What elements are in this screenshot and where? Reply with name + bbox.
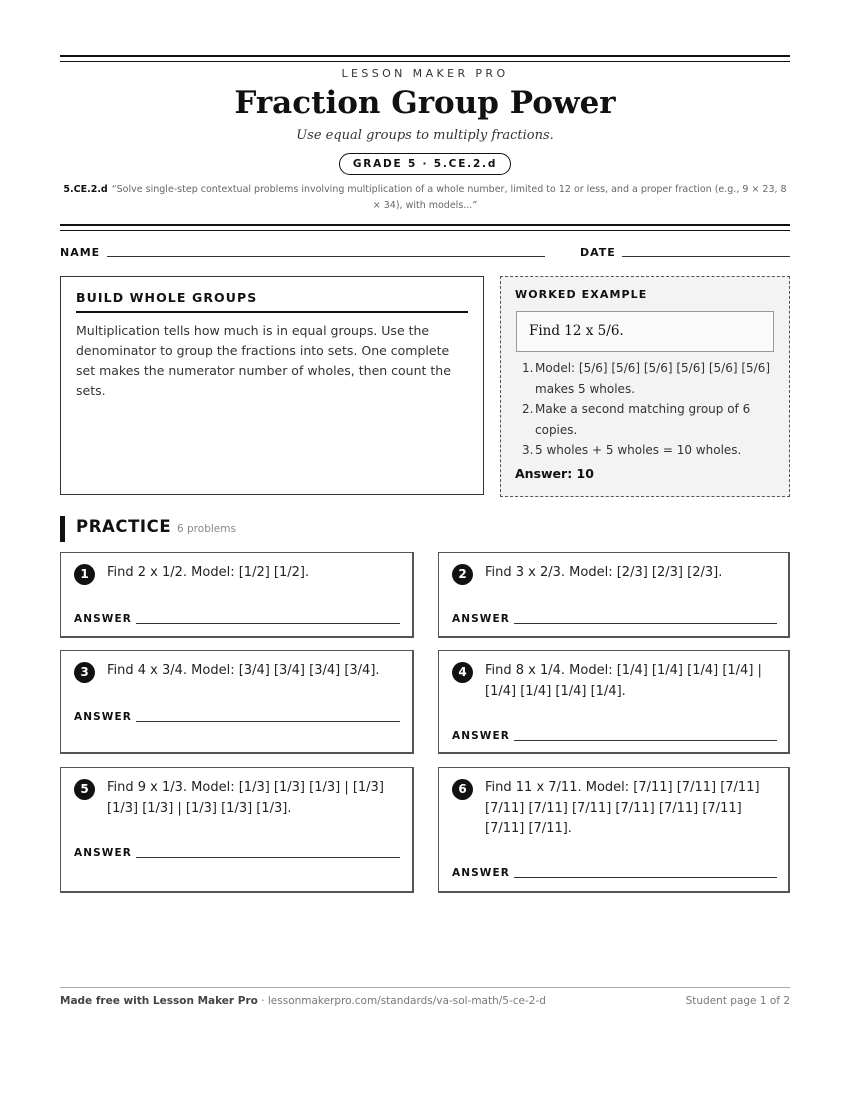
standard-text: “Solve single-step contextual problems involving multiplication of a whole number, limited to 12 or less, and a proper fraction (e.g., 9 × 23, 8 × 34), with models...”	[111, 184, 787, 211]
lesson-box	[60, 276, 484, 495]
problem-card-6	[438, 767, 790, 893]
answer-label: ANSWER	[452, 867, 510, 879]
footer-separator: ·	[257, 995, 268, 1007]
problem-number-badge: 3	[74, 662, 95, 683]
problem-card-5	[60, 767, 414, 893]
date-label: DATE	[580, 246, 616, 259]
worksheet-page	[60, 0, 790, 1100]
problem-card-4	[438, 650, 790, 754]
name-label: NAME	[60, 246, 101, 259]
problem-text: Find 9 x 1/3. Model: [1/3] [1/3] [1/3] | [1/3] [1/3] [1/3] | [1/3] [1/3] [1/3].	[107, 780, 384, 816]
answer-line[interactable]	[514, 623, 777, 624]
problem-number-badge: 5	[74, 779, 95, 800]
answer-label: ANSWER	[74, 711, 132, 723]
worked-example-answer: Answer: 10	[515, 466, 594, 481]
problem-number-badge: 2	[452, 564, 473, 585]
example-step: 3. 5 wholes + 5 wholes = 10 wholes.	[522, 443, 742, 457]
name-field-line[interactable]	[107, 256, 545, 257]
footer-rule	[60, 987, 790, 988]
brand-label: LESSON MAKER PRO	[341, 67, 509, 80]
problem-number-badge: 1	[74, 564, 95, 585]
problem-card-3	[60, 650, 414, 754]
answer-line[interactable]	[136, 623, 400, 624]
worked-example-box	[500, 276, 790, 497]
problem-card-1	[60, 552, 414, 638]
practice-heading: PRACTICE	[76, 517, 172, 536]
problem-text: Find 2 x 1/2. Model: [1/2] [1/2].	[107, 565, 310, 580]
standard-description	[60, 182, 790, 214]
grade-badge: GRADE 5 · 5.CE.2.d	[339, 153, 511, 175]
worksheet-subtitle: Use equal groups to multiply fractions.	[296, 128, 554, 143]
worked-example-heading: WORKED EXAMPLE	[515, 288, 648, 301]
worksheet-title: Fraction Group Power	[234, 85, 616, 121]
problem-number-badge: 6	[452, 779, 473, 800]
lesson-body: Multiplication tells how much is in equal groups. Use the denominator to group the fractions into sets. One complete set makes the numerator number of wholes, then count the sets.	[76, 323, 451, 398]
answer-label: ANSWER	[452, 730, 510, 742]
footer-made-with: Made free with Lesson Maker Pro	[60, 995, 258, 1007]
answer-line[interactable]	[136, 857, 400, 858]
problem-text: Find 11 x 7/11. Model: [7/11] [7/11] [7/11] [7/11] [7/11] [7/11] [7/11] [7/11] [7/11] [7/11] [7/11].	[485, 780, 760, 836]
standard-code: 5.CE.2.d	[63, 184, 108, 195]
practice-count: 6 problems	[177, 523, 236, 535]
answer-label: ANSWER	[74, 613, 132, 625]
date-field-line[interactable]	[622, 256, 790, 257]
problem-text: Find 3 x 2/3. Model: [2/3] [2/3] [2/3].	[485, 565, 723, 580]
answer-line[interactable]	[136, 721, 400, 722]
footer-page-number: Student page 1 of 2	[685, 995, 790, 1007]
top-double-rule	[60, 55, 790, 62]
practice-accent-bar	[60, 516, 65, 542]
answer-label: ANSWER	[452, 613, 510, 625]
header-bottom-rule	[60, 224, 790, 231]
problem-card-2	[438, 552, 790, 638]
problem-text: Find 8 x 1/4. Model: [1/4] [1/4] [1/4] [1/4] | [1/4] [1/4] [1/4] [1/4].	[485, 663, 762, 699]
problem-number-badge: 4	[452, 662, 473, 683]
footer-url[interactable]: lessonmakerpro.com/standards/va-sol-math/5-ce-2-d	[267, 995, 546, 1007]
example-step: 1. Model: [5/6] [5/6] [5/6] [5/6] [5/6] [5/6] makes 5 wholes.	[522, 361, 771, 396]
example-step: 2. Make a second matching group of 6 copies.	[522, 402, 751, 437]
grade-badge-wrap	[60, 152, 790, 175]
footer-credit	[60, 995, 546, 1007]
lesson-heading: BUILD WHOLE GROUPS	[76, 290, 468, 313]
answer-label: ANSWER	[74, 847, 132, 859]
problem-text: Find 4 x 3/4. Model: [3/4] [3/4] [3/4] [3/4].	[107, 663, 380, 678]
worked-example-prompt: Find 12 x 5/6.	[516, 311, 774, 352]
worked-example-steps	[515, 358, 777, 461]
answer-line[interactable]	[514, 740, 777, 741]
answer-line[interactable]	[514, 877, 777, 878]
